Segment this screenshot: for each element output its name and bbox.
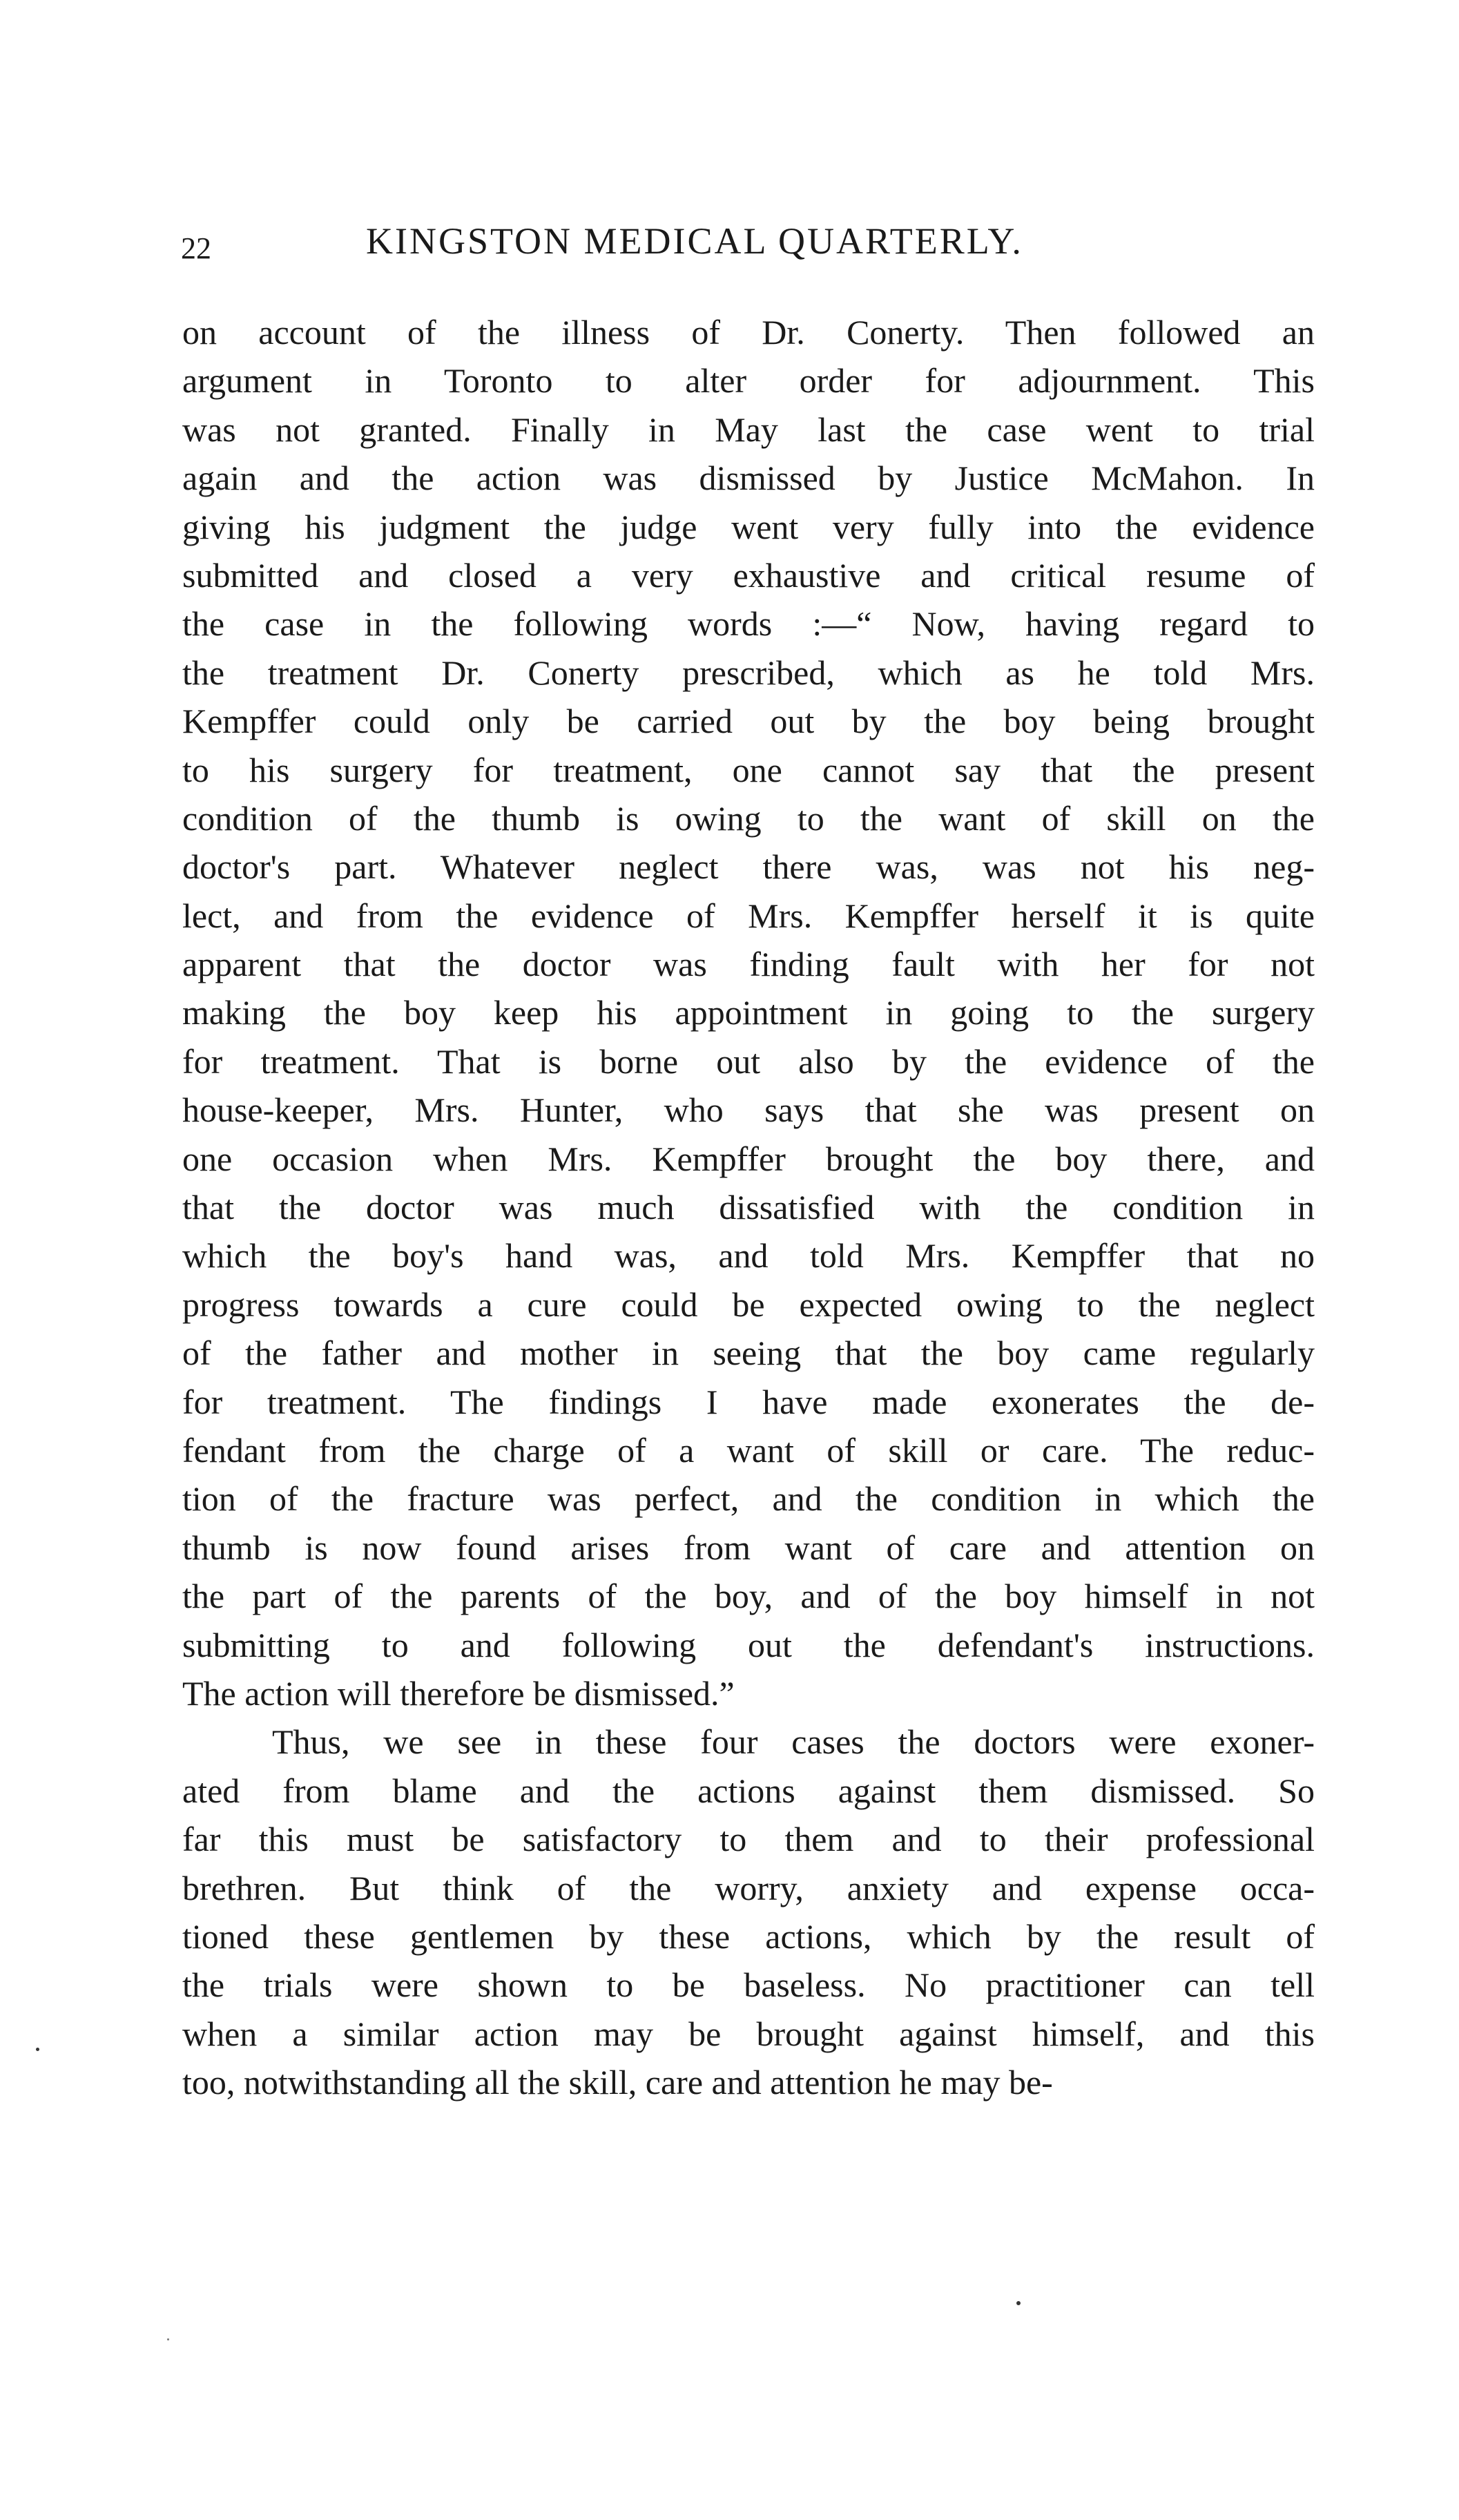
text-line: the treatment Dr. Conerty prescribed, which as he told Mrs.: [182, 653, 1315, 692]
text-line: the trials were shown to be baseless. No practitioner can tell: [182, 1965, 1315, 2005]
running-head: [181, 220, 1313, 275]
paragraph-1: [182, 308, 1315, 1718]
text-line: Thus, we see in these four cases the doctors were exoner-: [272, 1722, 1315, 1762]
text-line: was not granted. Finally in May last the case went to trial: [182, 410, 1315, 449]
text-line: tioned these gentlemen by these actions, which by the result of: [182, 1916, 1315, 1956]
text-line: for treatment. The findings I have made exonerates the de-: [182, 1382, 1315, 1421]
text-line: brethren. But think of the worry, anxiety and expense occa-: [182, 1868, 1315, 1907]
paragraph-2: [182, 1718, 1315, 2106]
text-line: the part of the parents of the boy, and of the boy himself in not: [182, 1577, 1315, 1616]
text-line: of the father and mother in seeing that the boy came regularly: [182, 1334, 1315, 1373]
text-line: submitted and closed a very exhaustive and critical resume of: [182, 555, 1315, 595]
text-line: lect, and from the evidence of Mrs. Kempffer herself it is quite: [182, 896, 1315, 935]
body-text: [182, 308, 1315, 2106]
text-line: again and the action was dismissed by Justice McMahon. In: [182, 459, 1315, 498]
paper-speck: [167, 2338, 169, 2340]
text-line: Kempffer could only be carried out by the boy being brought: [182, 702, 1315, 741]
text-line: for treatment. That is borne out also by the evidence of the: [182, 1041, 1315, 1081]
text-line: doctor's part. Whatever neglect there was, was not his neg-: [182, 847, 1315, 887]
text-line: progress towards a cure could be expected owing to the neglect: [182, 1285, 1315, 1324]
paper-speck: [1016, 2301, 1021, 2305]
text-line: giving his judgment the judge went very fully into the evidence: [182, 507, 1315, 546]
text-line: fendant from the charge of a want of skill or care. The reduc-: [182, 1430, 1315, 1470]
text-line: ated from blame and the actions against them dismissed. So: [182, 1771, 1315, 1810]
text-line: thumb is now found arises from want of care and attention on: [182, 1528, 1315, 1567]
text-line: too, notwithstanding all the skill, care and attention he may be-: [182, 2063, 1053, 2102]
text-line: on account of the illness of Dr. Conerty. Then followed an: [182, 313, 1315, 352]
text-line: tion of the fracture was perfect, and the condition in which the: [182, 1479, 1315, 1519]
text-line: The action will therefore be dismissed.”: [182, 1673, 735, 1713]
page-number: 22: [181, 231, 211, 265]
text-line: that the doctor was much dissatisfied with the condition in: [182, 1188, 1315, 1227]
text-line: which the boy's hand was, and told Mrs. Kempffer that no: [182, 1236, 1315, 1276]
text-line: apparent that the doctor was finding fault with her for not: [182, 945, 1315, 984]
text-line: submitting to and following out the defendant's instructions.: [182, 1625, 1315, 1664]
text-line: argument in Toronto to alter order for adjournment. This: [182, 361, 1315, 401]
text-line: far this must be satisfactory to them and to their professional: [182, 1820, 1315, 1859]
text-line: when a similar action may be brought against himself, and this: [182, 2014, 1315, 2053]
paper-speck: [36, 2048, 39, 2051]
text-line: house-keeper, Mrs. Hunter, who says that she was present on: [182, 1090, 1315, 1130]
text-line: to his surgery for treatment, one cannot say that the present: [182, 750, 1315, 789]
text-line: the case in the following words :—“ Now, having regard to: [182, 604, 1315, 644]
text-line: condition of the thumb is owing to the want of skill on the: [182, 798, 1315, 838]
text-line: making the boy keep his appointment in going to the surgery: [182, 993, 1315, 1032]
text-line: one occasion when Mrs. Kempffer brought the boy there, and: [182, 1139, 1315, 1178]
journal-title: KINGSTON MEDICAL QUARTERLY.: [366, 220, 1023, 262]
